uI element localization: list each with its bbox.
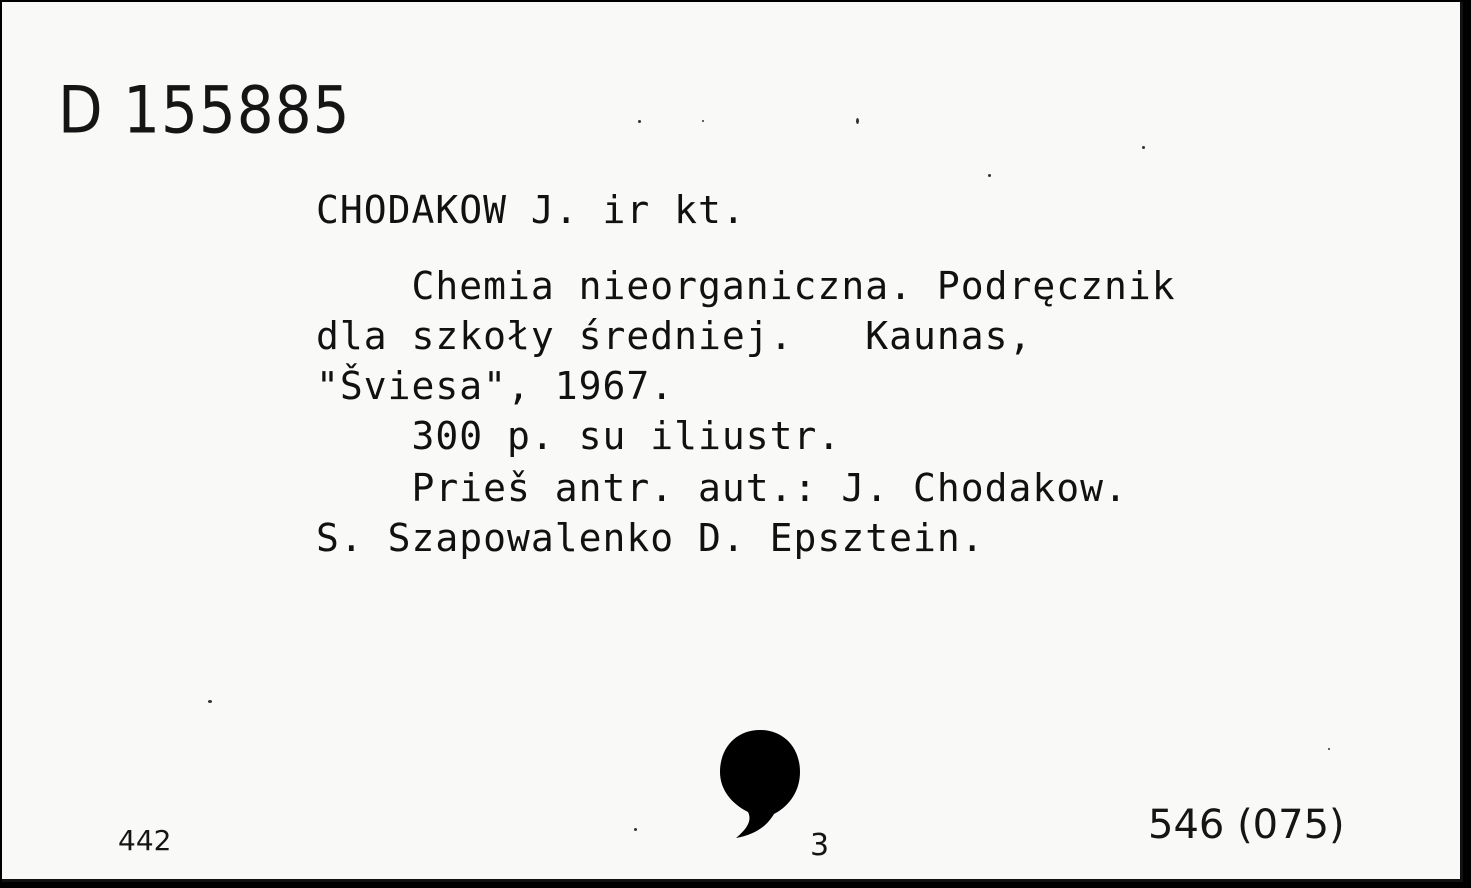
- publisher-line: "Šviesa", 1967.: [316, 364, 675, 408]
- ink-speck: [702, 120, 704, 122]
- ink-speck: [1328, 748, 1330, 750]
- pagination-line: 300 p. su iliustr.: [316, 414, 842, 458]
- authors-note-line-continued: S. Szapowalenko D. Epsztein.: [316, 516, 985, 560]
- ink-speck: [988, 174, 991, 177]
- ink-speck: [638, 120, 641, 123]
- author-heading: CHODAKOW J. ir kt.: [316, 188, 746, 232]
- title-line-continued: dla szkoły średniej. Kaunas,: [316, 314, 1033, 358]
- classification-number: 546 (075): [1148, 802, 1345, 848]
- copy-count-note: 3: [810, 828, 830, 863]
- ink-speck: [634, 828, 637, 831]
- ink-speck: [208, 700, 212, 703]
- ink-speck: [856, 118, 859, 124]
- catalog-card: [2, 2, 1463, 882]
- ink-speck: [1142, 146, 1145, 149]
- inventory-note: 442: [118, 824, 172, 857]
- punch-hole: [718, 728, 802, 840]
- authors-note-line: Prieš antr. aut.: J. Chodakow.: [316, 466, 1128, 510]
- title-line: Chemia nieorganiczna. Podręcznik: [316, 264, 1176, 308]
- call-number: D 155885: [58, 72, 351, 149]
